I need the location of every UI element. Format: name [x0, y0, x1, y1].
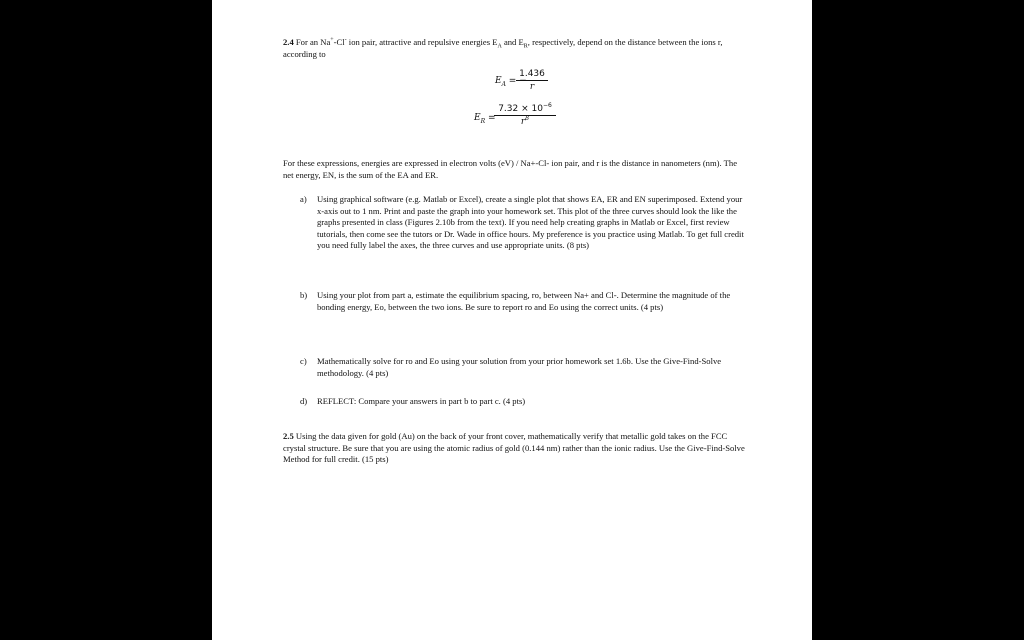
equation-er-fraction: $\frac{7.32 \times 10^{-6}}{r^8}$ [494, 104, 556, 127]
problem-2-5: 2.5 Using the data given for gold (Au) on the back of your front cover, mathematically verify that metallic gold takes on the FCC crystal structure. Be sure that you are using the atomic radius of gold (0.144 nm) rather than the ionic radius. Use the Give-Find-Solve Method for full credit. (15 pts) [283, 431, 745, 465]
document-page [212, 0, 812, 640]
equation-ea-lhs: $E_A$ = − [495, 76, 527, 88]
problem-2-4-intro: 2.4 For an Na+-Cl- ion pair, attractive and repulsive energies $E_A$ and $E_R$, respectively, depend on the distance between the ions r, according to [283, 37, 723, 59]
equation-ea-fraction: $\frac{1.436}{r}$ [516, 69, 548, 92]
equation-er-lhs: $E_R$ = [474, 113, 496, 125]
problem-number: 2.4 [283, 37, 294, 47]
part-d: d) REFLECT: Compare your answers in part b to part c. (4 pts) [300, 396, 526, 406]
part-b: b) Using your plot from part a, estimate the equilibrium spacing, ro, between Na+ and Cl-. Determine the magnitude of the bonding energy, Eo, between the two ions. Be sure to report ro and Eo using the correct units. (4 pts) [300, 290, 731, 312]
problem-2-4-paragraph: For these expressions, energies are expressed in electron volts (eV) / Na+-Cl- ion pair, and r is the distance in nanometers (nm). The net energy, EN, is the sum of the EA and ER. [283, 158, 738, 180]
part-c: c) Mathematically solve for ro and Eo using your solution from your prior homework set 1.6b. Use the Give-Find-Solve methodology. (4 pts) [300, 356, 722, 378]
part-a: a) Using graphical software (e.g. Matlab or Excel), create a single plot that shows EA, ER and EN superimposed. Extend your x-axis out to 1 nm. Print and paste the graph into your homework set. This plot of the three curves should look the like the graphs presented in class (Figures 2.10b from the text). If you need help creating graphs in Matlab or Excel, first review tutorials, then come see the tutors or Dr. Wade in office hours. My preference is you practice using Matlab. To get full credit you need fully label the axes, the three curves and use appropriate units. (8 pts) [300, 194, 744, 251]
problem-number: 2.5 [283, 431, 294, 441]
